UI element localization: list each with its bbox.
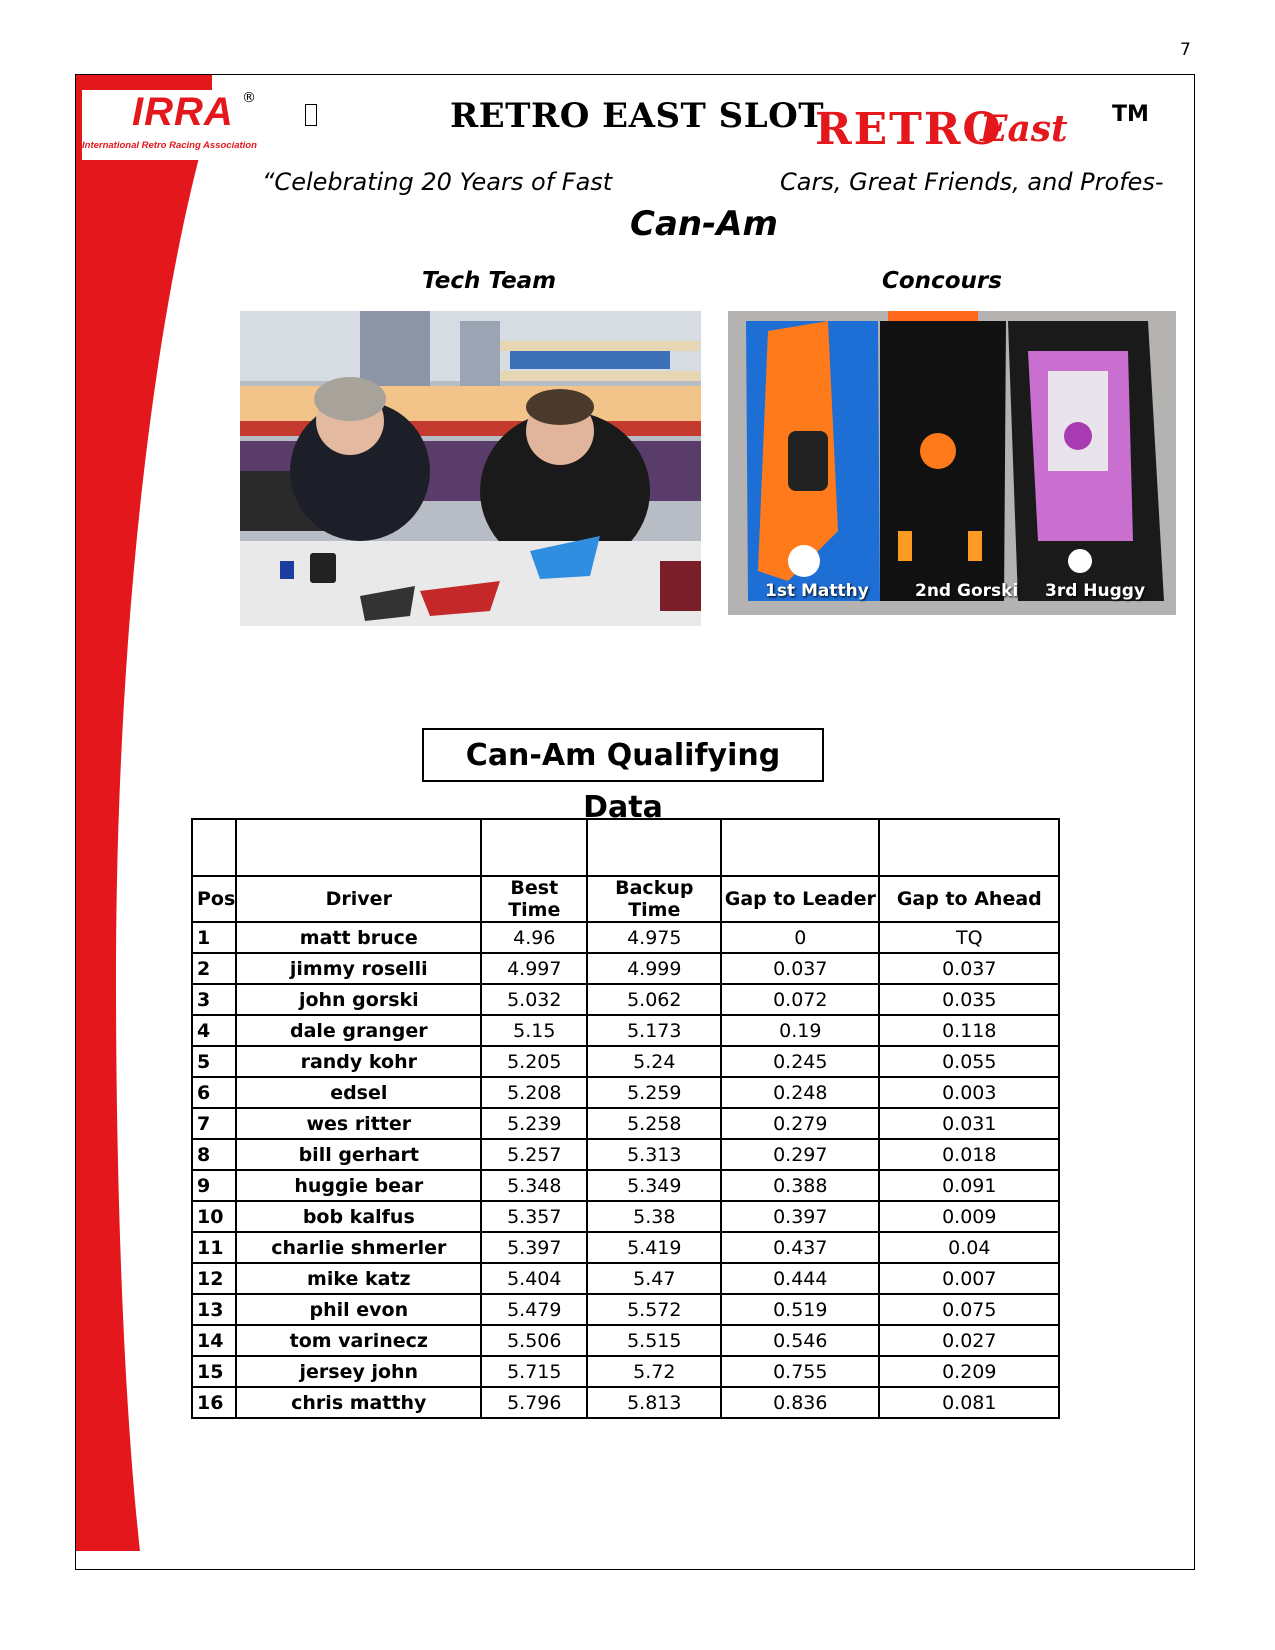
gap-leader-cell: 0.836	[721, 1387, 879, 1418]
column-header: Pos	[192, 876, 236, 922]
table-row	[192, 953, 1059, 984]
pos-cell: 4	[192, 1015, 236, 1046]
header-title: RETRO EAST SLOT	[450, 96, 825, 136]
tagline-right: Cars, Great Friends, and Profes-	[780, 168, 1164, 196]
best-time-cell: 5.15	[481, 1015, 587, 1046]
best-time-cell: 5.506	[481, 1325, 587, 1356]
gap-ahead-cell: 0.003	[879, 1077, 1059, 1108]
driver-cell: wes ritter	[236, 1108, 481, 1139]
table-row	[192, 1232, 1059, 1263]
backup-time-cell: 5.349	[587, 1170, 721, 1201]
driver-cell: randy kohr	[236, 1046, 481, 1077]
table-row	[192, 1015, 1059, 1046]
gap-ahead-cell: 0.031	[879, 1108, 1059, 1139]
driver-cell: bob kalfus	[236, 1201, 481, 1232]
pos-cell: 10	[192, 1201, 236, 1232]
pos-cell: 1	[192, 922, 236, 953]
pos-cell: 6	[192, 1077, 236, 1108]
table-row	[192, 1077, 1059, 1108]
table-row	[192, 1170, 1059, 1201]
tech-team-caption: Tech Team	[422, 268, 557, 294]
best-time-cell: 5.239	[481, 1108, 587, 1139]
best-time-cell: 5.348	[481, 1170, 587, 1201]
gap-ahead-cell: 0.027	[879, 1325, 1059, 1356]
best-time-cell: 4.997	[481, 953, 587, 984]
best-time-cell: 5.208	[481, 1077, 587, 1108]
backup-time-cell: 4.975	[587, 922, 721, 953]
trademark-mark: TM	[1112, 102, 1149, 127]
gap-leader-cell: 0.245	[721, 1046, 879, 1077]
gap-ahead-cell: 0.037	[879, 953, 1059, 984]
concours-label-2: 2nd Gorski	[915, 581, 1019, 601]
table-blank-row	[192, 819, 1059, 876]
gap-leader-cell: 0.444	[721, 1263, 879, 1294]
table-row	[192, 1108, 1059, 1139]
concours-label-3: 3rd Huggy	[1045, 581, 1146, 601]
backup-time-cell: 5.72	[587, 1356, 721, 1387]
driver-cell: jimmy roselli	[236, 953, 481, 984]
table-header-row	[192, 876, 1059, 922]
backup-time-cell: 5.258	[587, 1108, 721, 1139]
gap-leader-cell: 0.388	[721, 1170, 879, 1201]
column-header: Backup Time	[587, 876, 721, 922]
backup-time-cell: 5.24	[587, 1046, 721, 1077]
gap-leader-cell: 0.519	[721, 1294, 879, 1325]
gap-leader-cell: 0.397	[721, 1201, 879, 1232]
tagline-left: “Celebrating 20 Years of Fast	[262, 168, 613, 196]
gap-leader-cell: 0.248	[721, 1077, 879, 1108]
driver-cell: huggie bear	[236, 1170, 481, 1201]
pos-cell: 7	[192, 1108, 236, 1139]
driver-cell: dale granger	[236, 1015, 481, 1046]
retro-logo-script: East	[980, 108, 1068, 150]
gap-ahead-cell: 0.007	[879, 1263, 1059, 1294]
irra-subtitle: International Retro Racing Association	[82, 140, 257, 151]
best-time-cell: 5.715	[481, 1356, 587, 1387]
best-time-cell: 4.96	[481, 922, 587, 953]
pos-cell: 15	[192, 1356, 236, 1387]
pos-cell: 14	[192, 1325, 236, 1356]
qualifying-table-body	[192, 922, 1059, 1418]
concours-photo	[728, 311, 1176, 615]
best-time-cell: 5.479	[481, 1294, 587, 1325]
column-header: Best Time	[481, 876, 587, 922]
driver-cell: tom varinecz	[236, 1325, 481, 1356]
pos-cell: 5	[192, 1046, 236, 1077]
gap-leader-cell: 0	[721, 922, 879, 953]
backup-time-cell: 4.999	[587, 953, 721, 984]
backup-time-cell: 5.515	[587, 1325, 721, 1356]
irra-logo	[82, 90, 302, 160]
column-header: Gap to Leader	[721, 876, 879, 922]
irra-logo-text: IRRA	[132, 90, 234, 134]
gap-leader-cell: 0.279	[721, 1108, 879, 1139]
pos-cell: 9	[192, 1170, 236, 1201]
backup-time-cell: 5.062	[587, 984, 721, 1015]
registered-mark: ®	[242, 90, 256, 106]
section-title: Can-Am	[630, 204, 778, 244]
gap-leader-cell: 0.755	[721, 1356, 879, 1387]
gap-leader-cell: 0.437	[721, 1232, 879, 1263]
backup-time-cell: 5.419	[587, 1232, 721, 1263]
driver-cell: john gorski	[236, 984, 481, 1015]
gap-ahead-cell: 0.081	[879, 1387, 1059, 1418]
retro-logo-text: RETRO	[815, 104, 1003, 155]
tech-team-photo	[240, 311, 701, 626]
pos-cell: 8	[192, 1139, 236, 1170]
table-row	[192, 1325, 1059, 1356]
gap-ahead-cell: TQ	[879, 922, 1059, 953]
pos-cell: 11	[192, 1232, 236, 1263]
gap-ahead-cell: 0.009	[879, 1201, 1059, 1232]
qualifying-table	[191, 818, 1060, 1419]
pos-cell: 2	[192, 953, 236, 984]
pos-cell: 13	[192, 1294, 236, 1325]
gap-leader-cell: 0.037	[721, 953, 879, 984]
gap-leader-cell: 0.19	[721, 1015, 879, 1046]
column-header: Gap to Ahead	[879, 876, 1059, 922]
driver-cell: matt bruce	[236, 922, 481, 953]
table-row	[192, 1294, 1059, 1325]
driver-cell: charlie shmerler	[236, 1232, 481, 1263]
gap-ahead-cell: 0.04	[879, 1232, 1059, 1263]
backup-time-cell: 5.313	[587, 1139, 721, 1170]
backup-time-cell: 5.173	[587, 1015, 721, 1046]
gap-ahead-cell: 0.055	[879, 1046, 1059, 1077]
best-time-cell: 5.205	[481, 1046, 587, 1077]
table-row	[192, 984, 1059, 1015]
table-row	[192, 1387, 1059, 1418]
driver-cell: bill gerhart	[236, 1139, 481, 1170]
gap-ahead-cell: 0.209	[879, 1356, 1059, 1387]
gap-ahead-cell: 0.075	[879, 1294, 1059, 1325]
table-row	[192, 1263, 1059, 1294]
driver-cell: mike katz	[236, 1263, 481, 1294]
gap-ahead-cell: 0.018	[879, 1139, 1059, 1170]
pos-cell: 16	[192, 1387, 236, 1418]
backup-time-cell: 5.572	[587, 1294, 721, 1325]
gap-ahead-cell: 0.118	[879, 1015, 1059, 1046]
best-time-cell: 5.357	[481, 1201, 587, 1232]
table-row	[192, 1046, 1059, 1077]
concours-caption: Concours	[882, 268, 1002, 294]
gap-leader-cell: 0.072	[721, 984, 879, 1015]
pos-cell: 12	[192, 1263, 236, 1294]
best-time-cell: 5.404	[481, 1263, 587, 1294]
gap-ahead-cell: 0.035	[879, 984, 1059, 1015]
driver-cell: edsel	[236, 1077, 481, 1108]
backup-time-cell: 5.38	[587, 1201, 721, 1232]
best-time-cell: 5.796	[481, 1387, 587, 1418]
best-time-cell: 5.397	[481, 1232, 587, 1263]
gap-ahead-cell: 0.091	[879, 1170, 1059, 1201]
gap-leader-cell: 0.546	[721, 1325, 879, 1356]
best-time-cell: 5.257	[481, 1139, 587, 1170]
table-row	[192, 922, 1059, 953]
driver-cell: phil evon	[236, 1294, 481, 1325]
qualifying-title: Can-Am Qualifying Data	[422, 728, 824, 782]
backup-time-cell: 5.47	[587, 1263, 721, 1294]
backup-time-cell: 5.813	[587, 1387, 721, 1418]
table-row	[192, 1201, 1059, 1232]
pos-cell: 3	[192, 984, 236, 1015]
table-row	[192, 1356, 1059, 1387]
backup-time-cell: 5.259	[587, 1077, 721, 1108]
gap-leader-cell: 0.297	[721, 1139, 879, 1170]
table-row	[192, 1139, 1059, 1170]
driver-cell: chris matthy	[236, 1387, 481, 1418]
driver-cell: jersey john	[236, 1356, 481, 1387]
page-number: 7	[1180, 40, 1191, 60]
best-time-cell: 5.032	[481, 984, 587, 1015]
missing-glyph-box	[305, 104, 317, 126]
concours-label-1: 1st Matthy	[765, 581, 869, 601]
column-header: Driver	[236, 876, 481, 922]
